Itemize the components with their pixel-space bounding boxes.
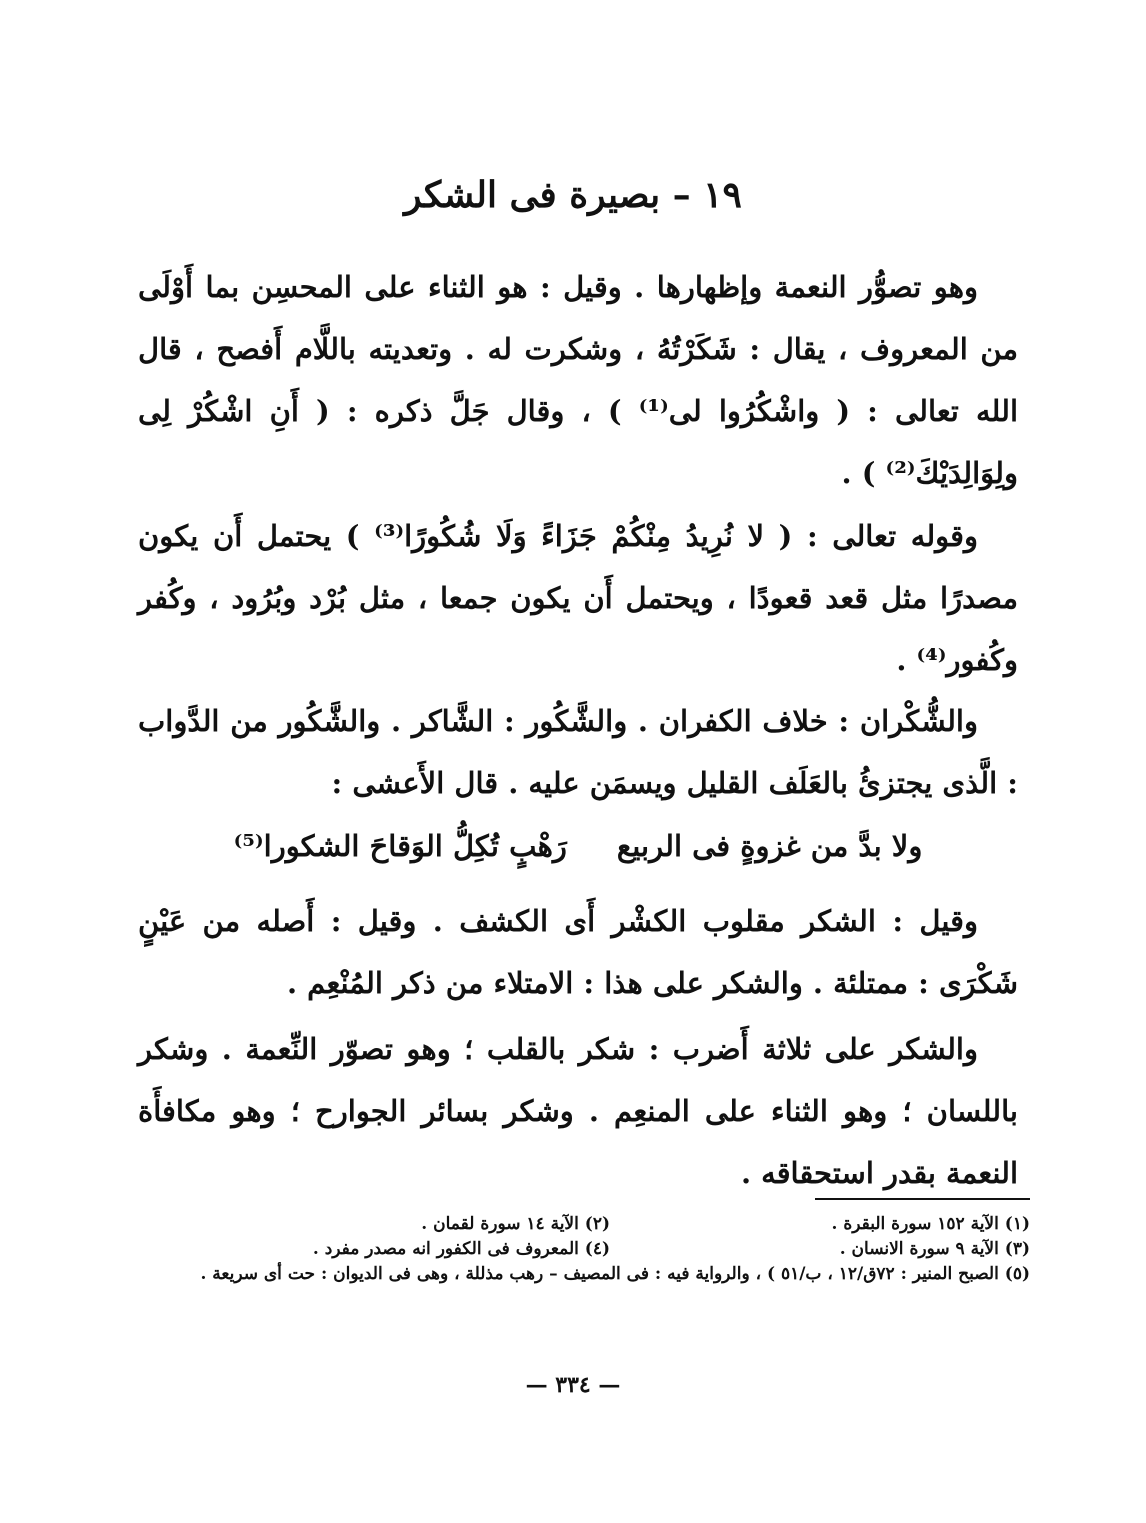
body-block-4 (138, 890, 1018, 1014)
body-block-1 (138, 256, 1018, 504)
footnotes (150, 1212, 1030, 1287)
footnote-row-1 (150, 1212, 1030, 1237)
paragraph-shukran: والشُّكْران : خلاف الكفران . والشَّكُور : الشَّاكر . والشَّكُور من الدَّواب : الَّذى يجتزئُ بالعَلَف القليل ويسمَن عليه . قال الأَعشى : (138, 704, 1018, 800)
paragraph-etymology: وقيل : الشكر مقلوب الكشْر أَى الكشف . وقيل : أَصله من عَيْنٍ شَكْرَى : ممتلئة . والشكر على هذا : الامتلاء من ذكر المُنْعِم . (138, 904, 1018, 1000)
footnote-5: (٥) الصبح المنير : ٧٢ق/١٢ ، ب/٥١ ) ، والرواية فيه : فى المصيف – رهب مذللة ، وهى فى الديوان : حت أى سريعة . (200, 1264, 1030, 1284)
body-block-3 (138, 690, 1018, 814)
footnote-divider (815, 1198, 1030, 1200)
body-block-5 (138, 1018, 1018, 1204)
poetry-verse (138, 815, 1018, 877)
body-block-2 (138, 505, 1018, 691)
section-title: ١٩ – بصيرة فى الشكر (404, 174, 742, 216)
footnote-row-2 (150, 1237, 1030, 1262)
footnote-1: (١) الآية ١٥٢ سورة البقرة . (831, 1214, 1030, 1234)
paragraph-definition: وهو تصوُّر النعمة وإظهارها . وقيل : هو الثناء على المحسِن بما أَوْلَى من المعروف ، يقال : شَكَرْتُهُ ، وشكرت له . وتعديته باللَّام أَفصح ، قال الله تعالى : ( واشْكُرُوا لى⁽¹⁾ ) ، وقال جَلَّ ذكره : ( أَنِ اشْكُرْ لِى ولِوَالِدَيْكَ⁽²⁾ ) . (138, 270, 1019, 490)
page-number: — ٣٣٤ — (525, 1372, 621, 1398)
footnote-4: (٤) المعروف فى الكفور انه مصدر مفرد . (312, 1239, 610, 1259)
paragraph-three-kinds: والشكر على ثلاثة أَضرب : شكر بالقلب ؛ وهو تصوّر النِّعمة . وشكر باللسان ؛ وهو الثناء على المنعِم . وشكر بسائر الجوارح ؛ وهو مكافأَة النعمة بقدر استحقاقه . (138, 1032, 1018, 1190)
verse-first-hemistich: ولا بدَّ من غزوةٍ فى الربيع (616, 829, 923, 863)
paragraph-quran-verse: وقوله تعالى : ( لا نُرِيدُ مِنْكُمْ جَزَاءً وَلَا شُكُورًا⁽³⁾ ) يحتمل أَن يكون مصدرًا مثل قعد قعودًا ، ويحتمل أَن يكون جمعا ، مثل بُرْد وبُرُود ، وكُفر وكُفور⁽⁴⁾ . (138, 519, 1018, 677)
footnote-3: (٣) الآية ٩ سورة الانسان . (839, 1239, 1030, 1259)
verse-second-hemistich: رَهْبٍ تُكِلُّ الوَقاحَ الشكورا⁽⁵⁾ (233, 829, 567, 863)
footnote-2: (٢) الآية ١٤ سورة لقمان . (421, 1214, 610, 1234)
poetry-block (138, 815, 1018, 877)
